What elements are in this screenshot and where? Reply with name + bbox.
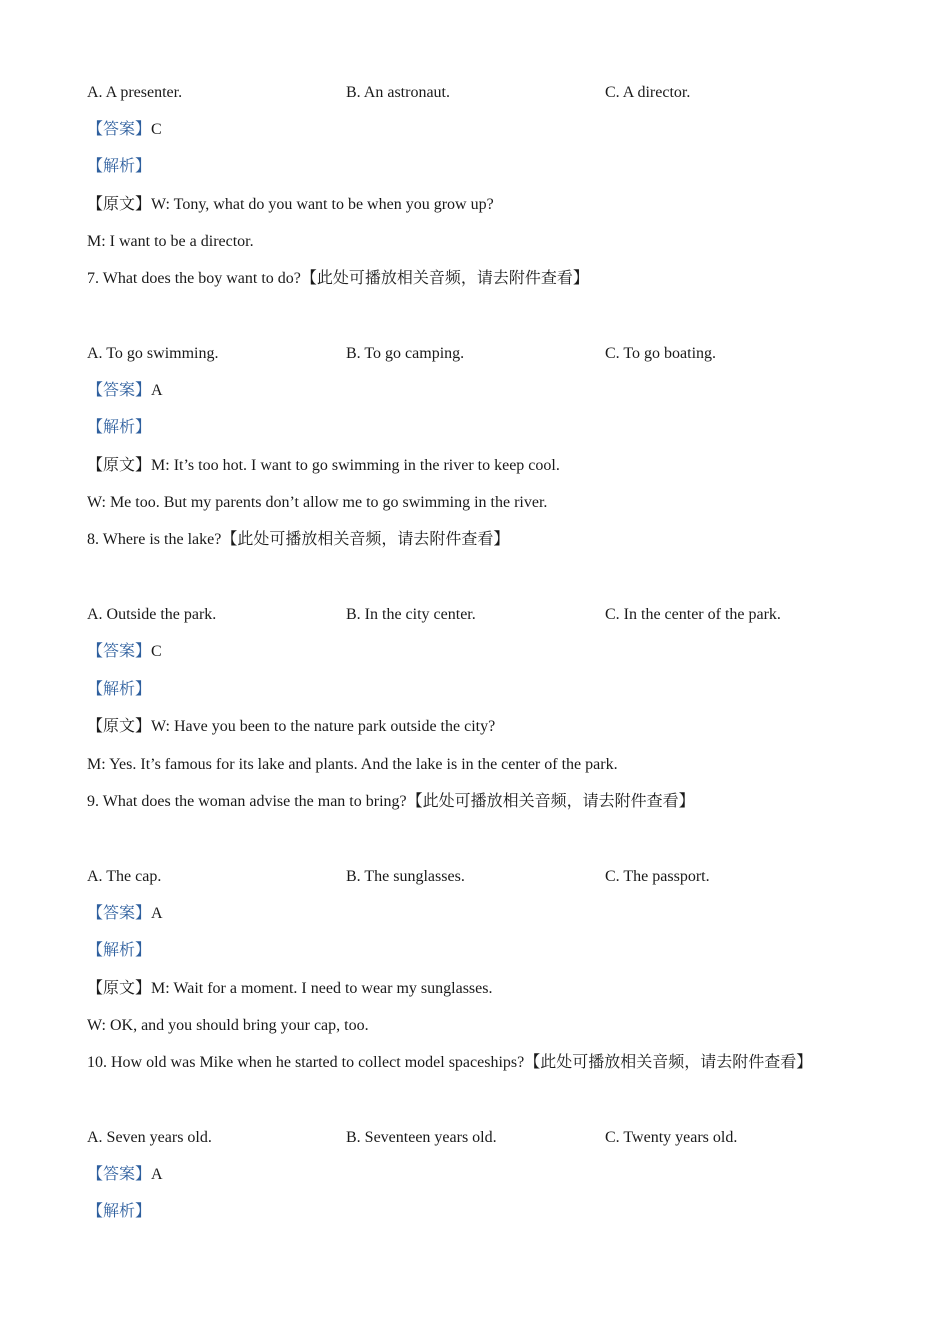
q9-option-b: B. The sunglasses.: [346, 868, 465, 885]
q8-question: 8. Where is the lake?【此处可播放相关音频，请去附件查看】: [87, 531, 510, 548]
original-label: 【原文】: [87, 196, 152, 213]
q8-answer: [87, 642, 162, 662]
q6-dialogue-1: [87, 195, 494, 215]
q8-dialogue-1: [87, 717, 495, 737]
q7-answer-value: A: [151, 382, 163, 399]
q10-answer-value: A: [151, 1166, 163, 1183]
q10-option-b: B. Seventeen years old.: [346, 1129, 497, 1146]
q7-option-b: B. To go camping.: [346, 345, 465, 362]
q8-line-1: W: Have you been to the nature park outside the city?: [151, 718, 496, 735]
answer-label: 【答案】: [87, 121, 152, 138]
q8-option-c: C. In the center of the park.: [605, 606, 781, 623]
answer-label: 【答案】: [87, 382, 152, 399]
answer-label: 【答案】: [87, 905, 152, 922]
q6-option-b: B. An astronaut.: [346, 84, 450, 101]
q7-dialogue-2: W: Me too. But my parents don’t allow me to go swimming in the river.: [87, 494, 548, 511]
q10-option-c: C. Twenty years old.: [605, 1129, 738, 1146]
q8-option-a: A. Outside the park.: [87, 606, 217, 623]
q9-option-c: C. The passport.: [605, 868, 710, 885]
q7-question: 7. What does the boy want to do?【此处可播放相关音频，请去附件查看】: [87, 270, 589, 287]
q9-answer-value: A: [151, 905, 163, 922]
q8-analysis-label: 【解析】: [87, 681, 152, 698]
q6-answer: [87, 120, 162, 140]
q9-option-a: A. The cap.: [87, 868, 162, 885]
answer-label: 【答案】: [87, 643, 152, 660]
q10-question: 10. How old was Mike when he started to collect model spaceships?【此处可播放相关音频，请去附件查看】: [87, 1054, 813, 1071]
q10-analysis-label: 【解析】: [87, 1203, 152, 1220]
q8-option-b: B. In the city center.: [346, 606, 476, 623]
original-label: 【原文】: [87, 980, 152, 997]
q9-analysis-label: 【解析】: [87, 942, 152, 959]
answer-label: 【答案】: [87, 1166, 152, 1183]
original-label: 【原文】: [87, 457, 152, 474]
original-label: 【原文】: [87, 718, 152, 735]
q7-dialogue-1: [87, 456, 560, 476]
q9-dialogue-1: [87, 979, 492, 999]
q7-option-c: C. To go boating.: [605, 345, 717, 362]
q10-answer: [87, 1165, 163, 1185]
q8-dialogue-2: M: Yes. It’s famous for its lake and plants. And the lake is in the center of the park.: [87, 756, 618, 773]
q9-answer: [87, 904, 163, 924]
q7-line-1: M: It’s too hot. I want to go swimming in the river to keep cool.: [151, 457, 560, 474]
q7-analysis-label: 【解析】: [87, 419, 152, 436]
q9-line-1: M: Wait for a moment. I need to wear my sunglasses.: [151, 980, 493, 997]
q6-line-1: W: Tony, what do you want to be when you grow up?: [151, 196, 494, 213]
q6-option-c: C. A director.: [605, 84, 691, 101]
q8-answer-value: C: [151, 643, 162, 660]
q6-analysis-label: 【解析】: [87, 158, 152, 175]
q7-answer: [87, 381, 163, 401]
q9-dialogue-2: W: OK, and you should bring your cap, too.: [87, 1017, 369, 1034]
q6-dialogue-2: M: I want to be a director.: [87, 233, 254, 250]
q6-answer-value: C: [151, 121, 162, 138]
q7-option-a: A. To go swimming.: [87, 345, 219, 362]
q9-question: 9. What does the woman advise the man to bring?【此处可播放相关音频，请去附件查看】: [87, 793, 695, 810]
q6-option-a: A. A presenter.: [87, 84, 183, 101]
q10-option-a: A. Seven years old.: [87, 1129, 212, 1146]
